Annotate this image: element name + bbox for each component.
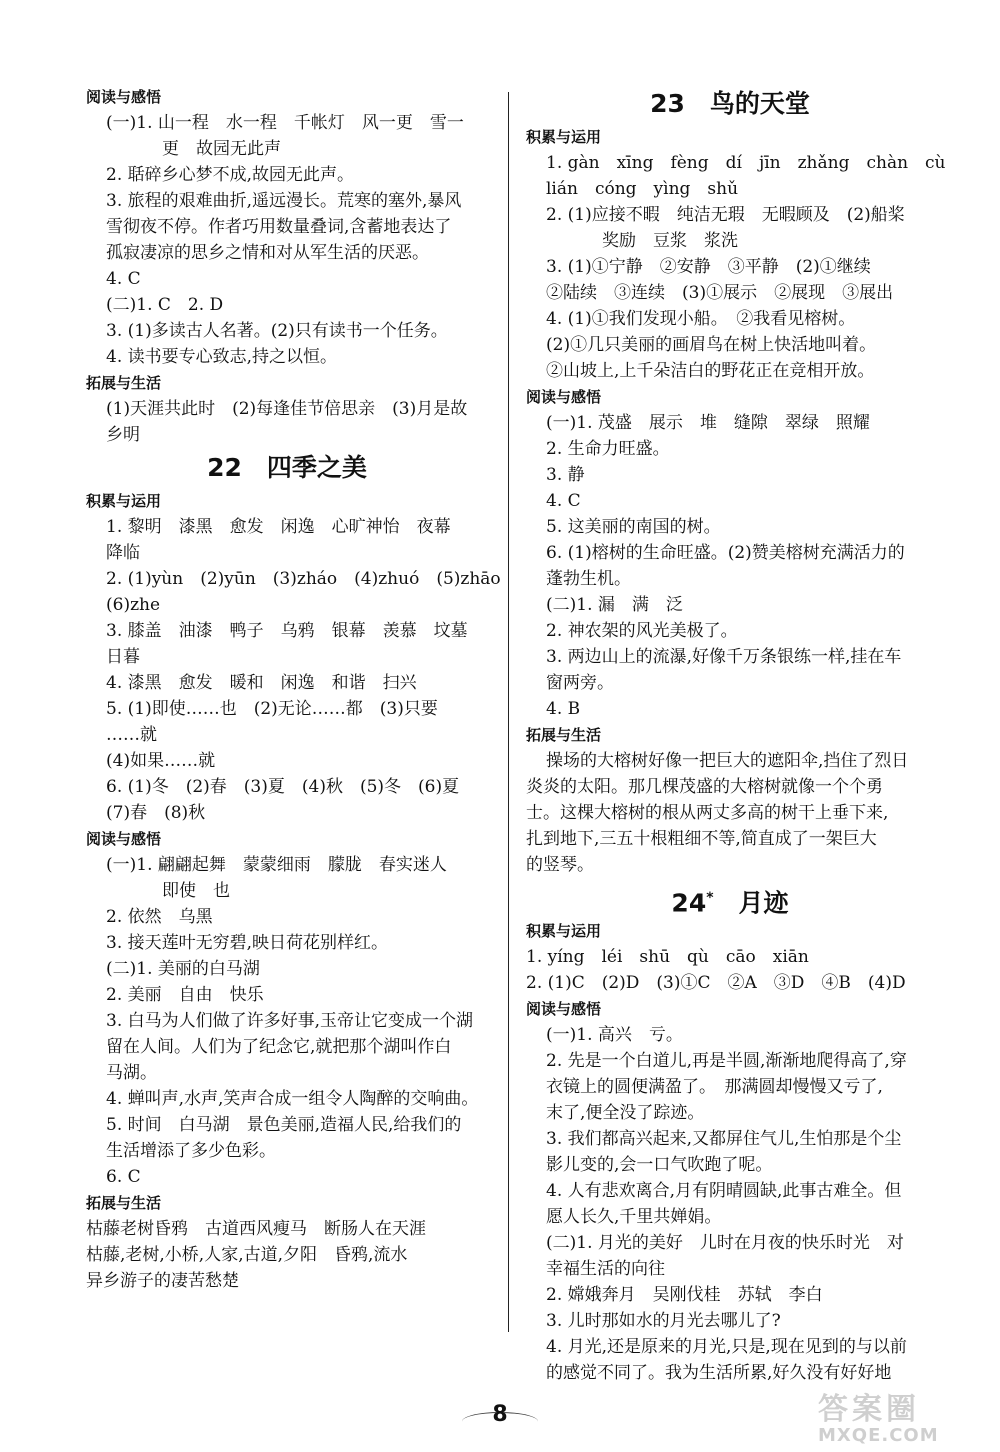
answer-line: 2. 聒碎乡心梦不成,故园无此声。 bbox=[106, 165, 355, 185]
answer-line: 留在人间。人们为了纪念它,就把那个湖叫作白 bbox=[106, 1037, 452, 1057]
answer-line: 6. (1)冬 (2)春 (3)夏 (4)秋 (5)冬 (6)夏 bbox=[106, 777, 460, 797]
answer-line: 3. (1)多读古人名著。(2)只有读书一个任务。 bbox=[106, 321, 448, 341]
watermark-text: 答案圈 bbox=[818, 1392, 920, 1427]
answer-line: 4. 漆黑 愈发 暖和 闲逸 和谐 扫兴 bbox=[106, 673, 417, 693]
answer-line: (2)①几只美丽的画眉鸟在树上快活地叫着。 bbox=[546, 335, 877, 355]
answer-line: 3. 静 bbox=[546, 465, 585, 485]
answer-line: (一)1. 翩翩起舞 蒙蒙细雨 朦胧 春实迷人 bbox=[106, 855, 447, 875]
lesson-title-mark: * bbox=[706, 890, 714, 906]
answer-line: 4. C bbox=[106, 269, 141, 289]
answer-line: 2. 神农架的风光美极了。 bbox=[546, 621, 738, 641]
left-column bbox=[86, 84, 501, 1294]
answer-line: 操场的大榕树好像一把巨大的遮阳伞,挡住了烈日 bbox=[546, 751, 909, 771]
answer-line: 5. 时间 白马湖 景色美丽,造福人民,给我们的 bbox=[106, 1115, 462, 1135]
answer-line: 异乡游子的凄苦愁楚 bbox=[86, 1271, 239, 1291]
section-heading: 积累与运用 bbox=[526, 128, 602, 146]
answer-line: (一)1. 高兴 亏。 bbox=[546, 1025, 683, 1045]
answer-line: 更 故园无此声 bbox=[162, 139, 281, 159]
answer-line: 枯藤,老树,小桥,人家,古道,夕阳 昏鸦,流水 bbox=[86, 1245, 408, 1265]
lesson-title-text: 24 bbox=[671, 888, 707, 918]
column-divider bbox=[508, 92, 509, 1332]
answer-line: (7)春 (8)秋 bbox=[106, 803, 206, 823]
answer-line: 2. 生命力旺盛。 bbox=[546, 439, 670, 459]
answer-line: lián cóng yìng shǔ bbox=[546, 179, 739, 199]
answer-line: 雪彻夜不停。作者巧用数量叠词,含蓄地表达了 bbox=[106, 217, 452, 237]
answer-line: 6. C bbox=[106, 1167, 141, 1187]
answer-line: 2. 依然 乌黑 bbox=[106, 907, 213, 927]
answer-line: 马湖。 bbox=[106, 1063, 157, 1083]
section-heading: 阅读与感悟 bbox=[86, 88, 162, 106]
answer-line: 4. 蝉叫声,水声,笑声合成一组令人陶醉的交响曲。 bbox=[106, 1089, 479, 1109]
answer-line: 3. 儿时那如水的月光去哪儿了? bbox=[546, 1311, 781, 1331]
answer-line: 1. gàn xīng fèng dí jīn zhǎng chàn cù bbox=[546, 153, 946, 173]
answer-line: 士。这棵大榕树的根从两丈多高的树干上垂下来, bbox=[526, 803, 889, 823]
section-heading: 积累与运用 bbox=[526, 922, 602, 940]
answer-line: 2. (1)应接不暇 纯洁无瑕 无暇顾及 (2)船桨 bbox=[546, 205, 905, 225]
answer-line: 4. 月光,还是原来的月光,只是,现在见到的与以前 bbox=[546, 1337, 907, 1357]
answer-line: 1. yíng léi shū qù cāo xiān bbox=[526, 947, 809, 967]
section-heading: 阅读与感悟 bbox=[526, 388, 602, 406]
answer-line: 奖励 豆浆 浆洗 bbox=[602, 231, 738, 251]
lesson-title bbox=[86, 448, 488, 488]
answer-line: 乡明 bbox=[106, 425, 140, 445]
answer-line: 愿人长久,千里共婵娟。 bbox=[546, 1207, 722, 1227]
answer-line: 4. 人有悲欢离合,月有阴晴圆缺,此事古难全。但 bbox=[546, 1181, 902, 1201]
answer-line: (一)1. 山一程 水一程 千帐灯 风一更 雪一 bbox=[106, 113, 464, 133]
section-heading: 拓展与生活 bbox=[86, 374, 162, 392]
answer-line: (二)1. 月光的美好 儿时在月夜的快乐时光 对 bbox=[546, 1233, 904, 1253]
answer-line: 6. (1)榕树的生命旺盛。(2)赞美榕树充满活力的 bbox=[546, 543, 905, 563]
section-heading: 拓展与生活 bbox=[86, 1194, 162, 1212]
answer-line: 4. B bbox=[546, 699, 581, 719]
answer-line: ②陆续 ③连续 (3)①展示 ②展现 ③展出 bbox=[546, 283, 894, 303]
answer-line: 3. 接天莲叶无穷碧,映日荷花别样红。 bbox=[106, 933, 389, 953]
answer-line: (二)1. C 2. D bbox=[106, 295, 224, 315]
answer-line: (一)1. 茂盛 展示 堆 缝隙 翠绿 照耀 bbox=[546, 413, 870, 433]
answer-line: 降临 bbox=[106, 543, 140, 563]
answer-line: 4. C bbox=[546, 491, 581, 511]
lesson-title-name: 月迹 bbox=[713, 888, 789, 918]
section-heading: 阅读与感悟 bbox=[526, 1000, 602, 1018]
answer-line: 3. 白马为人们做了许多好事,玉帝让它变成一个湖 bbox=[106, 1011, 474, 1031]
answer-line: (1)天涯共此时 (2)每逢佳节倍思亲 (3)月是故 bbox=[106, 399, 468, 419]
answer-line: 5. 这美丽的南国的树。 bbox=[546, 517, 721, 537]
answer-line: 2. 美丽 自由 快乐 bbox=[106, 985, 264, 1005]
right-column bbox=[526, 84, 946, 1386]
answer-line: 4. 读书要专心致志,持之以恒。 bbox=[106, 347, 338, 367]
lesson-title-text: 22 四季之美 bbox=[207, 453, 367, 482]
lesson-title bbox=[526, 84, 934, 124]
answer-line: (二)1. 漏 满 泛 bbox=[546, 595, 683, 615]
answer-line: 3. 两边山上的流瀑,好像千万条银练一样,挂在车 bbox=[546, 647, 902, 667]
lesson-title-text: 23 鸟的天堂 bbox=[650, 89, 810, 118]
answer-line: 末了,便全没了踪迹。 bbox=[546, 1103, 705, 1123]
answer-line: 2. 嫦娥奔月 吴刚伐桂 苏轼 李白 bbox=[546, 1285, 823, 1305]
answer-line: 的竖琴。 bbox=[526, 855, 594, 875]
answer-line: 3. 旅程的艰难曲折,遥远漫长。荒寒的塞外,暴风 bbox=[106, 191, 462, 211]
answer-line: 2. (1)C (2)D (3)①C ②A ③D ④B (4)D bbox=[526, 973, 906, 993]
answer-line: 枯藤老树昏鸦 古道西风瘦马 断肠人在天涯 bbox=[86, 1219, 426, 1239]
answer-line: 日暮 bbox=[106, 647, 140, 667]
answer-line: 3. 膝盖 油漆 鸭子 乌鸦 银幕 羡慕 坟墓 bbox=[106, 621, 468, 641]
answer-line: 蓬勃生机。 bbox=[546, 569, 631, 589]
answer-line: 2. 先是一个白道儿,再是半圆,渐渐地爬得高了,穿 bbox=[546, 1051, 907, 1071]
answer-line: 扎到地下,三五十根粗细不等,简直成了一架巨大 bbox=[526, 829, 877, 849]
answer-line: 1. 黎明 漆黑 愈发 闲逸 心旷神怡 夜幕 bbox=[106, 517, 451, 537]
answer-line: ②山坡上,上千朵洁白的野花正在竞相开放。 bbox=[546, 361, 875, 381]
section-heading: 阅读与感悟 bbox=[86, 830, 162, 848]
answer-line: 3. 我们都高兴起来,又都屏住气儿,生怕那是个尘 bbox=[546, 1129, 902, 1149]
answer-line: 影儿变的,会一口气吹跑了呢。 bbox=[546, 1155, 773, 1175]
watermark-logo bbox=[818, 1394, 988, 1446]
watermark-domain: MXQE.COM bbox=[818, 1425, 939, 1446]
answer-line: 生活增添了多少色彩。 bbox=[106, 1141, 276, 1161]
answer-line: 窗两旁。 bbox=[546, 673, 614, 693]
section-heading: 积累与运用 bbox=[86, 492, 162, 510]
answer-line: (4)如果……就 bbox=[106, 751, 216, 771]
answer-line: 5. (1)即使……也 (2)无论……都 (3)只要 bbox=[106, 699, 438, 719]
section-heading: 拓展与生活 bbox=[526, 726, 602, 744]
answer-line: (6)zhe bbox=[106, 595, 161, 615]
answer-line: (二)1. 美丽的白马湖 bbox=[106, 959, 260, 979]
answer-line: 炎炎的太阳。那几棵茂盛的大榕树就像一个个勇 bbox=[526, 777, 883, 797]
lesson-title bbox=[526, 878, 934, 918]
answer-line: 的感觉不同了。我为生活所累,好久没有好好地 bbox=[546, 1363, 892, 1383]
page-number: 8 bbox=[492, 1402, 508, 1427]
answer-line: 4. (1)①我们发现小船。 ②我看见榕树。 bbox=[546, 309, 856, 329]
answer-line: 孤寂凄凉的思乡之情和对从军生活的厌恶。 bbox=[106, 243, 429, 263]
answer-line: 2. (1)yùn (2)yūn (3)zháo (4)zhuó (5)zhāo bbox=[106, 569, 501, 589]
answer-line: ……就 bbox=[106, 725, 157, 745]
answer-line: 3. (1)①宁静 ②安静 ③平静 (2)①继续 bbox=[546, 257, 871, 277]
answer-line: 衣镜上的圆便满盈了。 那满圆却慢慢又亏了, bbox=[546, 1077, 883, 1097]
answer-line: 即使 也 bbox=[162, 881, 230, 901]
answer-line: 幸福生活的向往 bbox=[546, 1259, 665, 1279]
